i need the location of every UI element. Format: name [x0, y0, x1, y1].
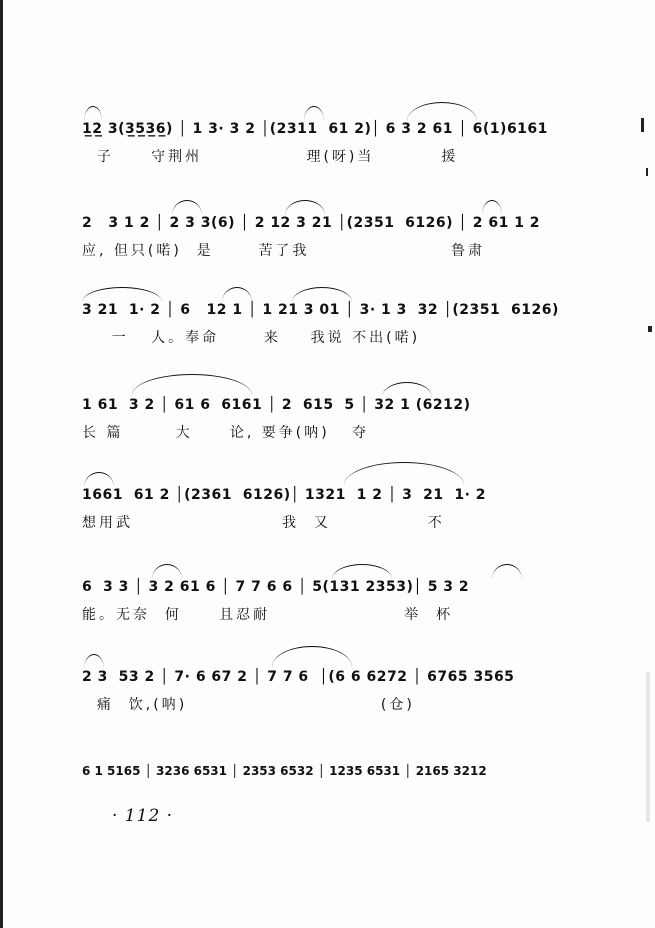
staff-system-7: [82, 664, 582, 734]
notation-line: 1 61 3 2 │ 61 6 6161 │ 2 615 5 │ 32 1 (6212): [82, 397, 471, 413]
staff-system-6: [82, 574, 582, 644]
staff-system-4: [82, 392, 582, 462]
notation-line: 1̲2̲ 3(3̲5̲3̲6̲) │ 1 3· 3 2 │(2311 61 2)│ 6 3 2 61 │ 6(1)6161: [82, 121, 548, 137]
lyrics-line: 长 篇 大 论, 要争(呐) 夺: [82, 425, 370, 441]
staff-system-2: [82, 210, 582, 280]
page-left-edge: [0, 0, 3, 928]
page-number: · 112 ·: [112, 806, 174, 826]
notation-line: 2 3 53 2 │ 7· 6 67 2 │ 7 7 6 │(6 6 6272 │ 6765 3565: [82, 669, 515, 685]
staff-system-5: [82, 482, 582, 552]
lyrics-line: 子 守荆州 理(呀)当 援: [82, 149, 459, 165]
staff-system-1: [82, 116, 582, 186]
scan-mark: [648, 326, 652, 332]
scan-mark: [646, 168, 648, 176]
lyrics-line: 痛 饮,(呐) (仓): [82, 697, 415, 713]
scan-mark: [646, 672, 650, 822]
notation-line: 3 21 1· 2 │ 6 12 1 │ 1 21 3 01 │ 3· 1 3 32 │(2351 6126): [82, 302, 559, 318]
scan-mark: [641, 118, 644, 132]
lyrics-line: 一 人。奉命 来 我说 不出(喏): [82, 330, 421, 346]
notation-line: 6 1 5165 │ 3236 6531 │ 2353 6532 │ 1235 6531 │ 2165 3212: [82, 764, 487, 778]
notation-line: 1661 61 2 │(2361 6126)│ 1321 1 2 │ 3 21 1· 2: [82, 487, 487, 503]
notation-line: 6 3 3 │ 3 2 61 6 │ 7 7 6 6 │ 5(131 2353)│ 5 3 2: [82, 579, 470, 595]
lyrics-line: 能。无奈 何 且忍耐 举 杯: [82, 607, 454, 623]
lyrics-line: 应, 但只(喏) 是 苦了我 鲁肃: [82, 243, 485, 259]
staff-system-3: [82, 297, 582, 367]
lyrics-line: 想用武 我 又 不: [82, 515, 445, 531]
notation-line: 2 3 1 2 │ 2 3 3(6) │ 2 12 3 21 │(2351 6126) │ 2 61 1 2: [82, 215, 541, 231]
